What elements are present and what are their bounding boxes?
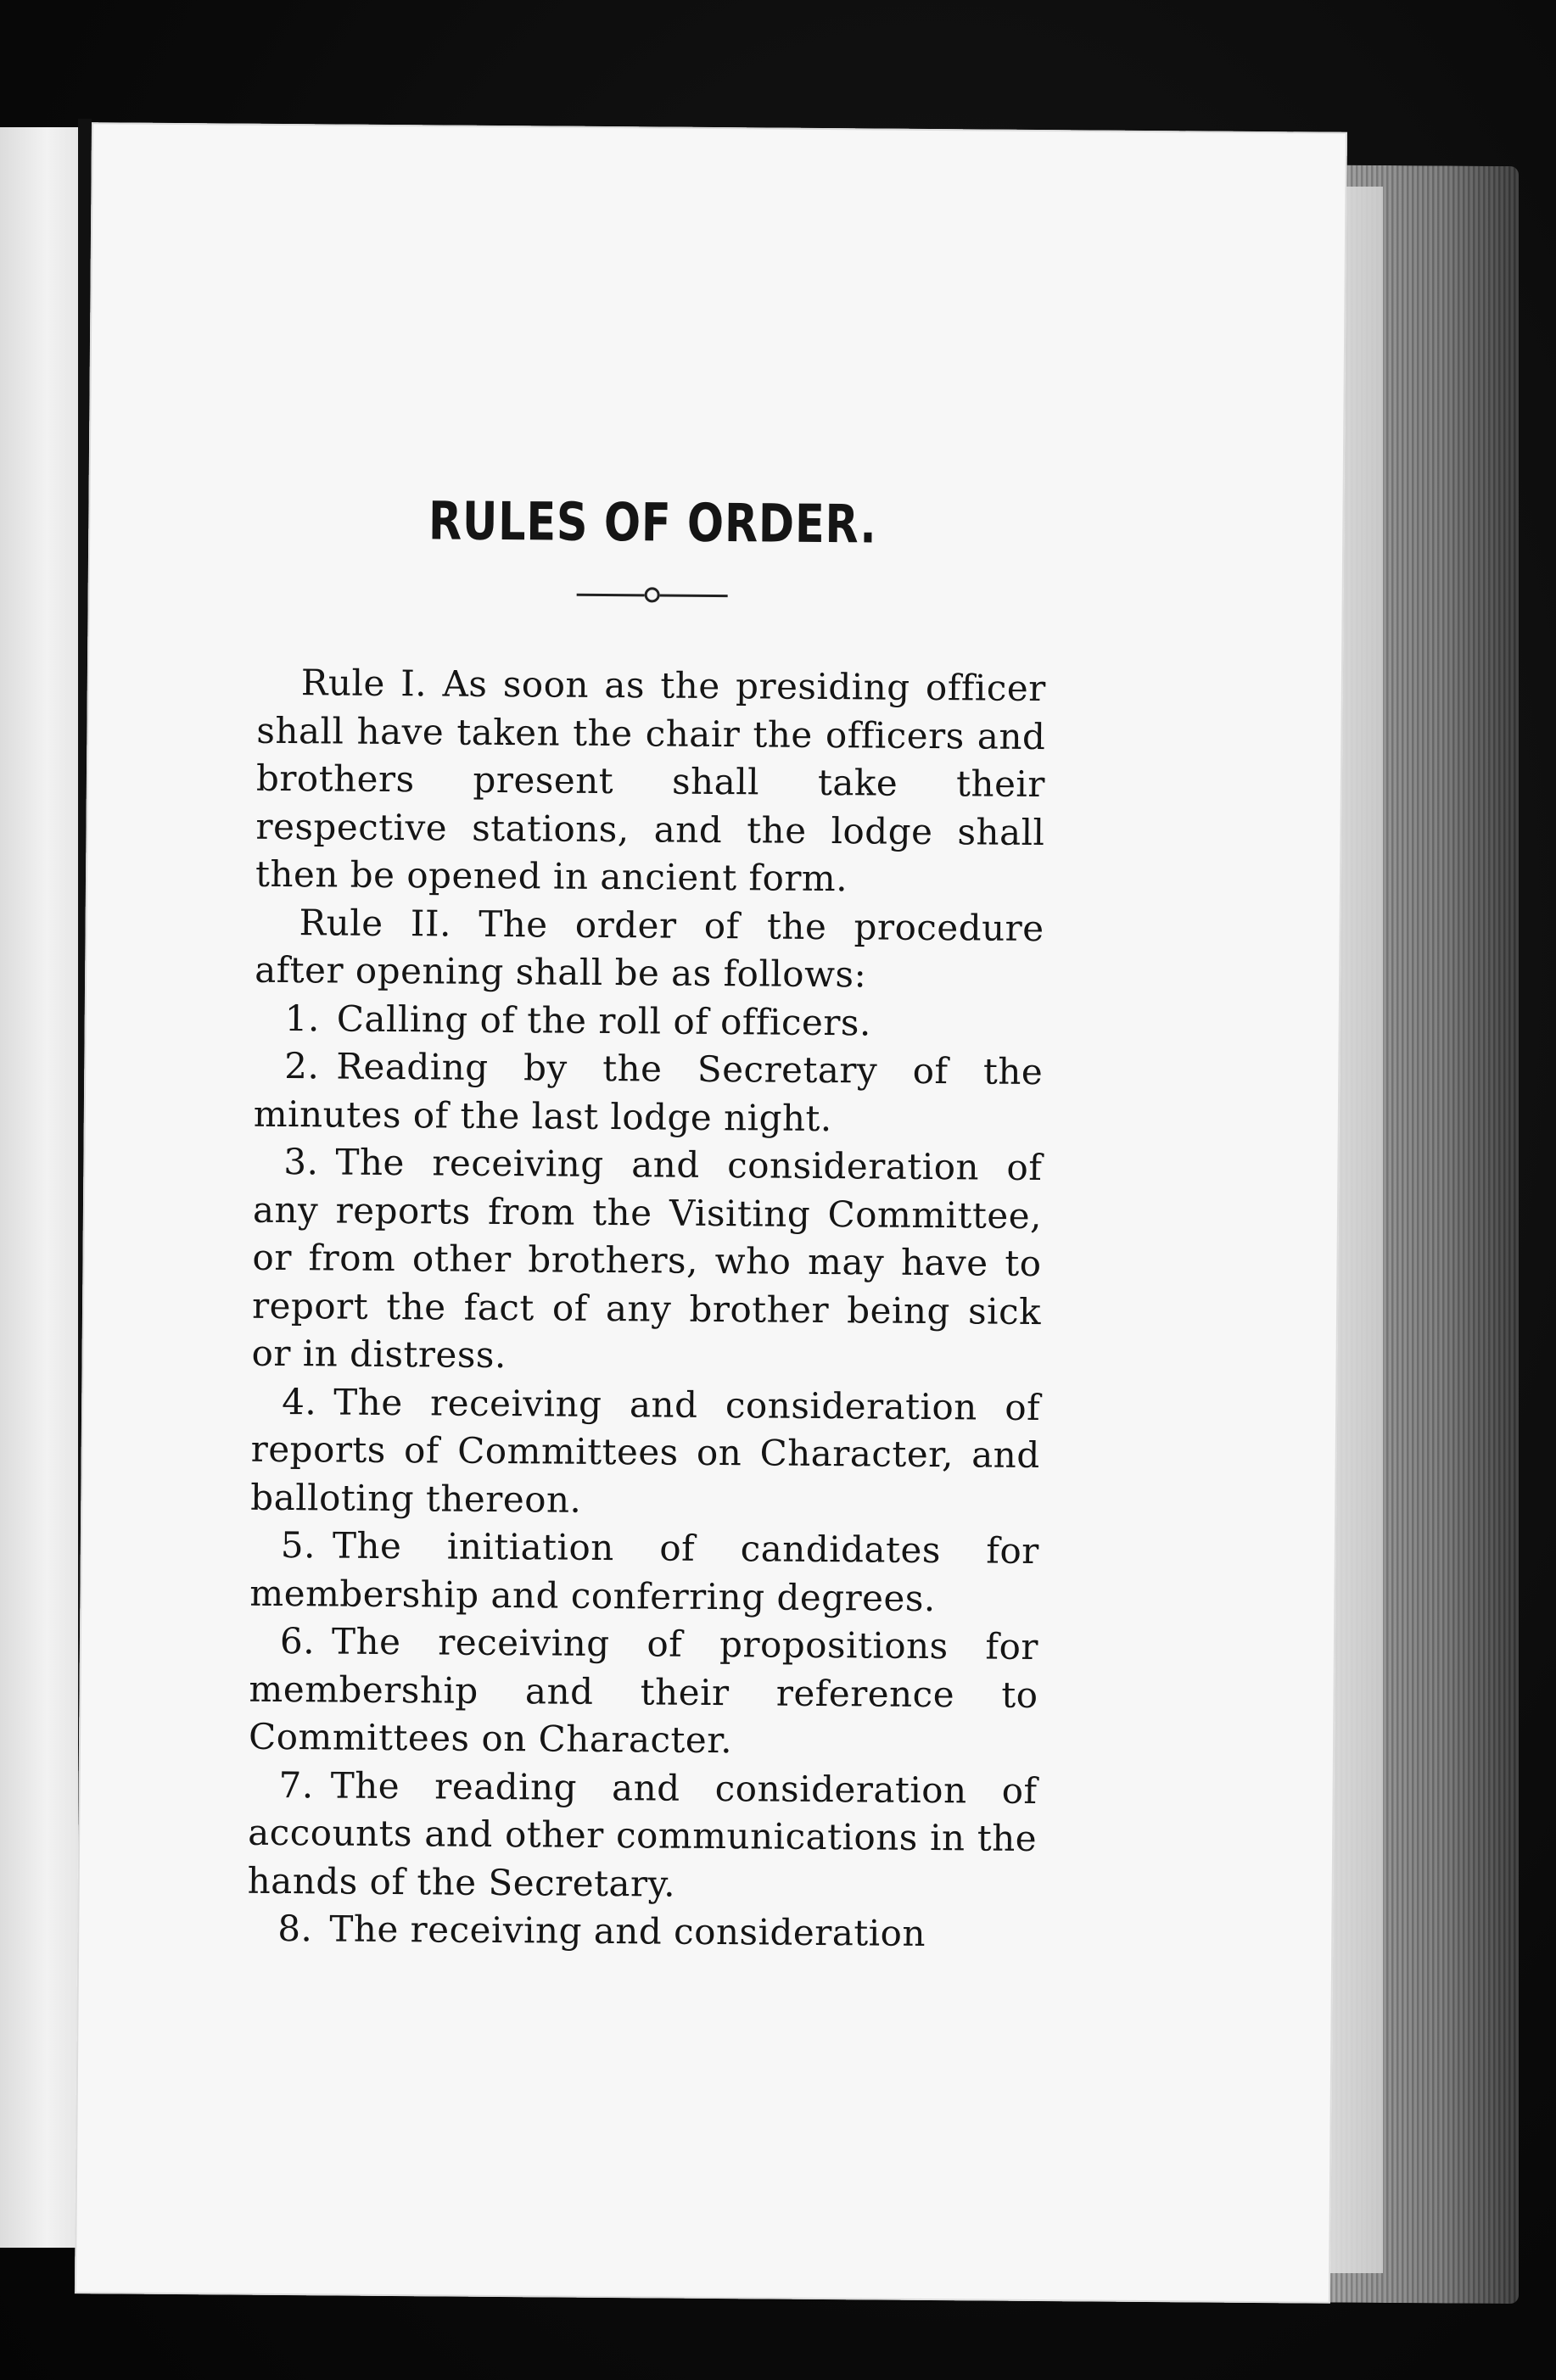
rule-label: Rule II. — [299, 901, 452, 945]
ornament-line-left — [577, 593, 645, 596]
rule-text: As soon as the presiding officer shall have taken the chair the officers and brothers present shall take their respective stations, and the lodge shall then be opened in ancient form. — [255, 662, 1047, 900]
item-number: 3. — [283, 1141, 319, 1183]
procedure-item — [249, 1617, 1038, 1768]
rule-paragraph — [255, 659, 1046, 905]
item-text: Calling of the roll of officers. — [336, 997, 872, 1043]
item-number: 1. — [284, 997, 321, 1039]
item-number: 6. — [279, 1619, 316, 1662]
ornament-line-right — [660, 594, 728, 597]
rule-text: The order of the procedure after opening shall be as follows: — [254, 902, 1044, 996]
procedure-item — [247, 1905, 1036, 1959]
item-text: The receiving and consideration — [329, 1908, 926, 1954]
item-text: The reading and consideration of accounts and other communications in the hands of the Secretary. — [247, 1763, 1038, 1905]
item-number: 7. — [278, 1763, 314, 1806]
adjacent-page-left — [0, 127, 81, 2248]
item-number: 2. — [284, 1045, 320, 1087]
ornament-circle — [645, 587, 660, 602]
item-text: The receiving of propositions for membership and their reference to Committees on Character. — [248, 1620, 1039, 1762]
item-text: The initiation of candidates for membership and conferring degrees. — [249, 1524, 1040, 1619]
procedure-item — [249, 1522, 1039, 1623]
item-number: 4. — [281, 1380, 317, 1422]
book-page — [75, 122, 1347, 2304]
item-number: 5. — [280, 1523, 316, 1567]
procedure-item — [250, 1377, 1040, 1528]
procedure-item — [251, 1138, 1042, 1384]
item-text: The receiving and consideration of reports of Committees on Character, and balloting thereon. — [250, 1380, 1041, 1521]
procedure-item — [248, 1761, 1038, 1911]
item-text: Reading by the Secretary of the minutes of the last lodge night. — [253, 1045, 1044, 1139]
item-number: 8. — [277, 1907, 313, 1950]
procedure-item — [254, 1042, 1044, 1144]
procedure-item — [255, 994, 1044, 1048]
title-ornament — [258, 584, 1047, 606]
page-title: RULES OF ORDER. — [428, 489, 877, 556]
rule-paragraph — [255, 898, 1044, 1000]
rule-label: Rule I. — [300, 662, 428, 705]
item-text: The receiving and consideration of any reports from the Visiting Committee, or from other brothers, who may have to report the fact of any brother being sick or in distress. — [251, 1141, 1043, 1377]
page-content — [247, 489, 1048, 1959]
